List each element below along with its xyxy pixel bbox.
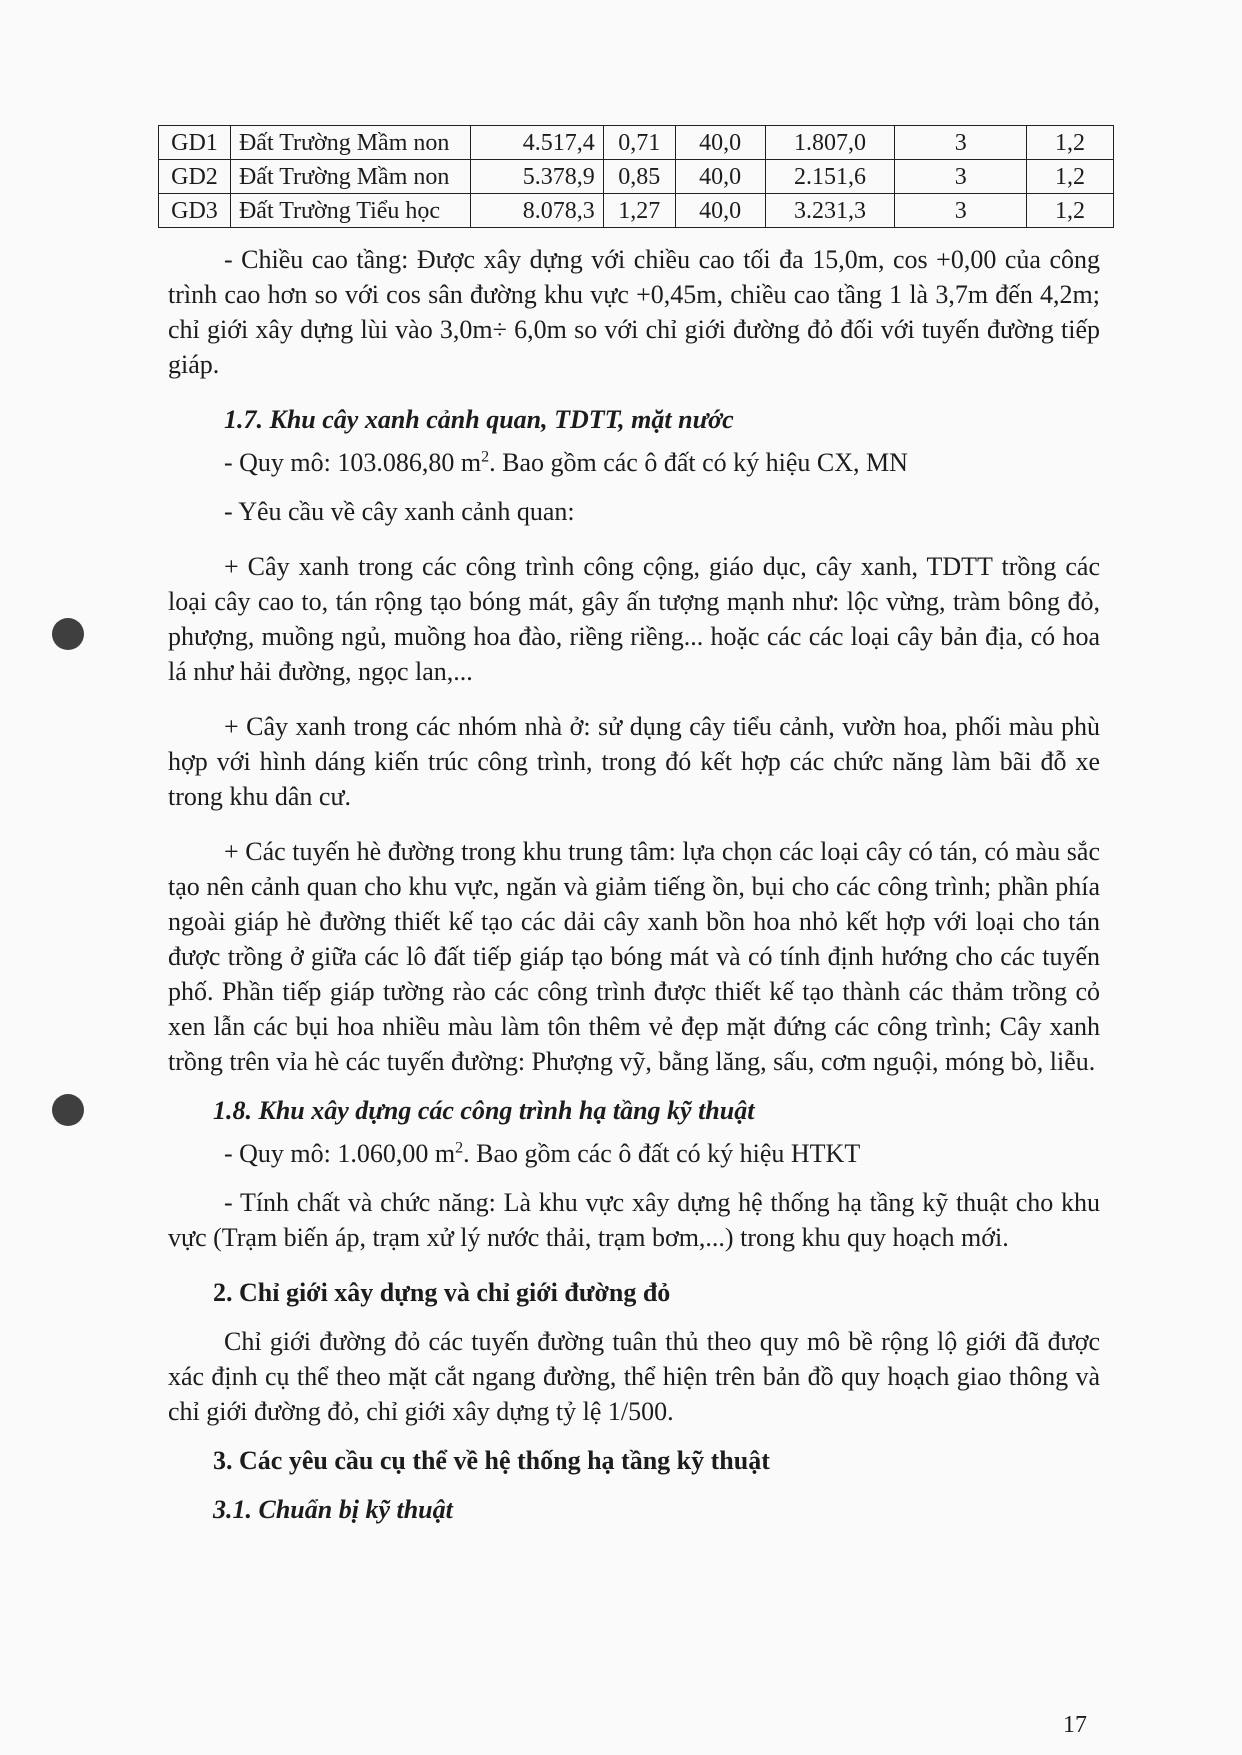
red-line-paragraph: Chỉ giới đường đỏ các tuyến đường tuân thủ theo quy mô bề rộng lộ giới đã được xác định cụ thể theo mặt cắt ngang đường, thể hiện trên bản đồ quy hoạch giao thông và chỉ giới đường đỏ, chỉ giới xây dựng tỷ lệ 1/500. <box>168 1327 1100 1426</box>
bullet-paragraph: + Cây xanh trong các công trình công cộng, giáo dục, cây xanh, TDTT trồng các loại cây cao to, tán rộng tạo bóng mát, gây ấn tượng mạnh như: lộc vừng, tràm bông đỏ, phượng, muồng ngủ, muồng hoa đào, riềng riềng... hoặc các các loại cây bản địa, có hoa lá như hải đường, ngọc lan,... <box>168 552 1100 686</box>
value-cell: 0,85 <box>603 160 675 194</box>
density-cell: 40,0 <box>675 160 765 194</box>
far-cell: 1,2 <box>1027 126 1114 160</box>
document-body <box>168 242 1100 1527</box>
table-row <box>159 126 1114 160</box>
floors-cell: 3 <box>895 194 1027 228</box>
built-area-cell: 3.231,3 <box>765 194 895 228</box>
scale-text-suffix: . Bao gồm các ô đất có ký hiệu HTKT <box>463 1139 861 1168</box>
area-cell: 4.517,4 <box>470 126 603 160</box>
built-area-cell: 2.151,6 <box>765 160 895 194</box>
bullet-paragraph: + Cây xanh trong các nhóm nhà ở: sử dụng cây tiểu cảnh, vườn hoa, phối màu phù hợp với hình dáng kiến trúc công trình, trong đó kết hợp các chức năng làm bãi đỗ xe trong khu dân cư. <box>168 712 1100 811</box>
page-number: 17 <box>1063 1712 1087 1738</box>
punch-hole <box>52 1094 84 1126</box>
floors-cell: 3 <box>895 126 1027 160</box>
section-heading-3: 3. Các yêu cầu cụ thể về hệ thống hạ tầng kỹ thuật <box>213 1446 770 1475</box>
superscript: 2 <box>481 448 490 466</box>
scale-paragraph-1-8 <box>168 1136 1100 1171</box>
scale-text-suffix: . Bao gồm các ô đất có ký hiệu CX, MN <box>489 448 908 477</box>
land-type-cell: Đất Trường Tiểu học <box>230 194 470 228</box>
scale-text: - Quy mô: 103.086,80 m <box>224 448 482 477</box>
land-use-table <box>158 125 1114 228</box>
section-heading-1-8: 1.8. Khu xây dựng các công trình hạ tầng kỹ thuật <box>213 1096 755 1125</box>
floors-cell: 3 <box>895 160 1027 194</box>
scale-paragraph-1-7 <box>168 445 1100 480</box>
area-cell: 8.078,3 <box>470 194 603 228</box>
section-heading-1-7: 1.7. Khu cây xanh cảnh quan, TDTT, mặt nước <box>224 405 734 434</box>
far-cell: 1,2 <box>1027 194 1114 228</box>
lot-code-cell: GD2 <box>159 160 231 194</box>
value-cell: 1,27 <box>603 194 675 228</box>
density-cell: 40,0 <box>675 126 765 160</box>
value-cell: 0,71 <box>603 126 675 160</box>
scale-text: - Quy mô: 1.060,00 m <box>224 1139 456 1168</box>
far-cell: 1,2 <box>1027 160 1114 194</box>
section-heading-2: 2. Chỉ giới xây dựng và chỉ giới đường đỏ <box>213 1278 671 1307</box>
superscript: 2 <box>455 1139 464 1157</box>
lot-code-cell: GD3 <box>159 194 231 228</box>
floor-height-paragraph: - Chiều cao tầng: Được xây dựng với chiều cao tối đa 15,0m, cos +0,00 của công trình cao hơn so với cos sân đường khu vực +0,45m, chiều cao tầng 1 là 3,7m đến 4,2m; chỉ giới xây dựng lùi vào 3,0m÷ 6,0m so với chỉ giới đường đỏ đối với tuyến đường tiếp giáp. <box>168 245 1100 379</box>
built-area-cell: 1.807,0 <box>765 126 895 160</box>
requirements-paragraph: - Yêu cầu về cây xanh cảnh quan: <box>224 497 575 526</box>
table-row <box>159 194 1114 228</box>
bullet-paragraph: + Các tuyến hè đường trong khu trung tâm: lựa chọn các loại cây có tán, có màu sắc tạo nên cảnh quan cho khu vực, ngăn và giảm tiếng ồn, bụi cho các công trình; phần phía ngoài giáp hè đường thiết kế tạo các dải cây xanh bồn hoa nhỏ kết hợp với loại cho tán được trồng ở giữa các lô đất tiếp giáp tạo bóng mát và có tính định hướng cho các tuyến phố. Phần tiếp giáp tường rào các công trình được thiết kế tạo thành các thảm trồng cỏ xen lẫn các bụi hoa nhiều màu làm tôn thêm vẻ đẹp mặt đứng các công trình; Cây xanh trồng trên vỉa hè các tuyến đường: Phượng vỹ, bằng lăng, sấu, cơm nguội, móng bò, liễu. <box>168 837 1100 1076</box>
density-cell: 40,0 <box>675 194 765 228</box>
lot-code-cell: GD1 <box>159 126 231 160</box>
function-paragraph: - Tính chất và chức năng: Là khu vực xây dựng hệ thống hạ tầng kỹ thuật cho khu vực (Trạm biến áp, trạm xử lý nước thải, trạm bơm,...) trong khu quy hoạch mới. <box>168 1188 1100 1252</box>
punch-hole <box>52 618 84 650</box>
section-heading-3-1: 3.1. Chuẩn bị kỹ thuật <box>213 1495 453 1524</box>
land-type-cell: Đất Trường Mầm non <box>230 126 470 160</box>
land-type-cell: Đất Trường Mầm non <box>230 160 470 194</box>
table-row <box>159 160 1114 194</box>
area-cell: 5.378,9 <box>470 160 603 194</box>
